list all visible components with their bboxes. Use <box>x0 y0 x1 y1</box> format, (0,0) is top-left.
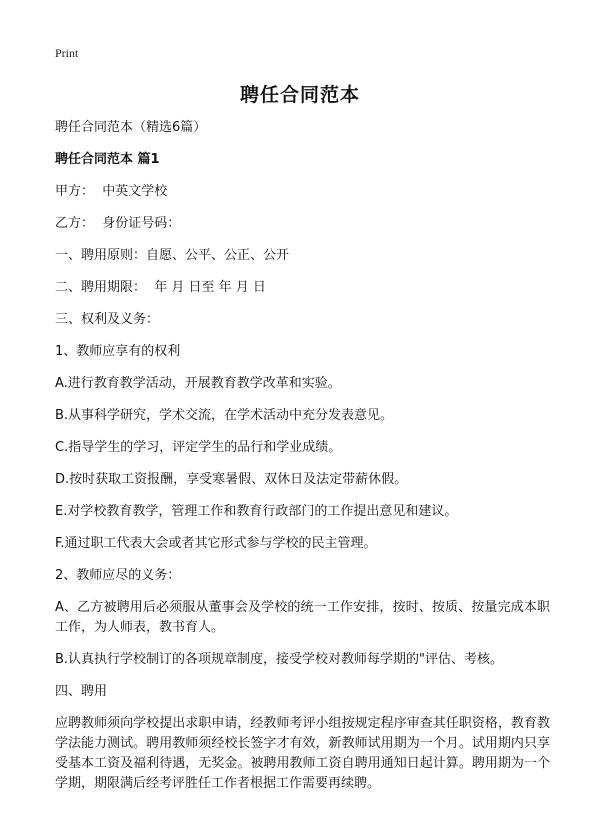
document-paragraph: C.指导学生的学习，评定学生的品行和学业成绩。 <box>55 440 342 455</box>
document-paragraph: A.进行教育教学活动，开展教育教学改革和实验。 <box>55 376 341 391</box>
document-paragraph: 四、聘用 <box>55 684 108 699</box>
document-paragraph: B.从事科学研究，学术交流，在学术活动中充分发表意见。 <box>55 408 394 423</box>
document-paragraph: F.通过职工代表大会或者其它形式参与学校的民主管理。 <box>55 536 377 551</box>
document-paragraph: B.认真执行学校制订的各项规章制度，接受学校对教师每学期的"评估、考核。 <box>55 652 504 667</box>
document-paragraph: 应聘教师须向学校提出求职申请，经教师考评小组按规定程序审查其任职资格，教育教学法能力测试。聘用教师须经校长签字才有效，新教师试用期为一个月。试用期内只享受基本工资及福利待遇，无奖金。被聘用教师工资自聘用通知日起计算。聘用期为一个学期，期限满后经考评胜任工作者根据工作需要再续聘。 <box>55 716 550 791</box>
document-paragraph: 二、聘用期限： 年 月 日至 年 月 日 <box>55 280 266 295</box>
document-paragraph: 三、权利及义务： <box>55 312 160 327</box>
document-paragraph: 乙方： 身份证号码： <box>55 216 181 231</box>
document-paragraph: E.对学校教育教学，管理工作和教育行政部门的工作提出意见和建议。 <box>55 504 458 519</box>
document-title: 聘任合同范本 <box>239 84 360 106</box>
document-paragraph: 1、教师应享有的权利 <box>55 344 181 359</box>
section-heading: 聘任合同范本 篇1 <box>55 152 160 167</box>
document-paragraph: A、乙方被聘用后必须服从董事会及学校的统一工作安排，按时、按质、按量完成本职工作，为人师表，教书育人。 <box>55 600 550 635</box>
document-paragraph: 甲方： 中英文学校 <box>55 184 168 199</box>
document-body <box>55 118 550 806</box>
document-paragraph: D.按时获取工资报酬，享受寒暑假、双休日及法定带薪休假。 <box>55 472 408 487</box>
print-label: Print <box>55 46 79 60</box>
document-paragraph: 2、教师应尽的义务： <box>55 568 181 583</box>
document-paragraph: 一、聘用原则：自愿、公平、公正、公开 <box>55 248 290 263</box>
document-paragraph: 聘任合同范本（精选6篇） <box>55 120 207 135</box>
